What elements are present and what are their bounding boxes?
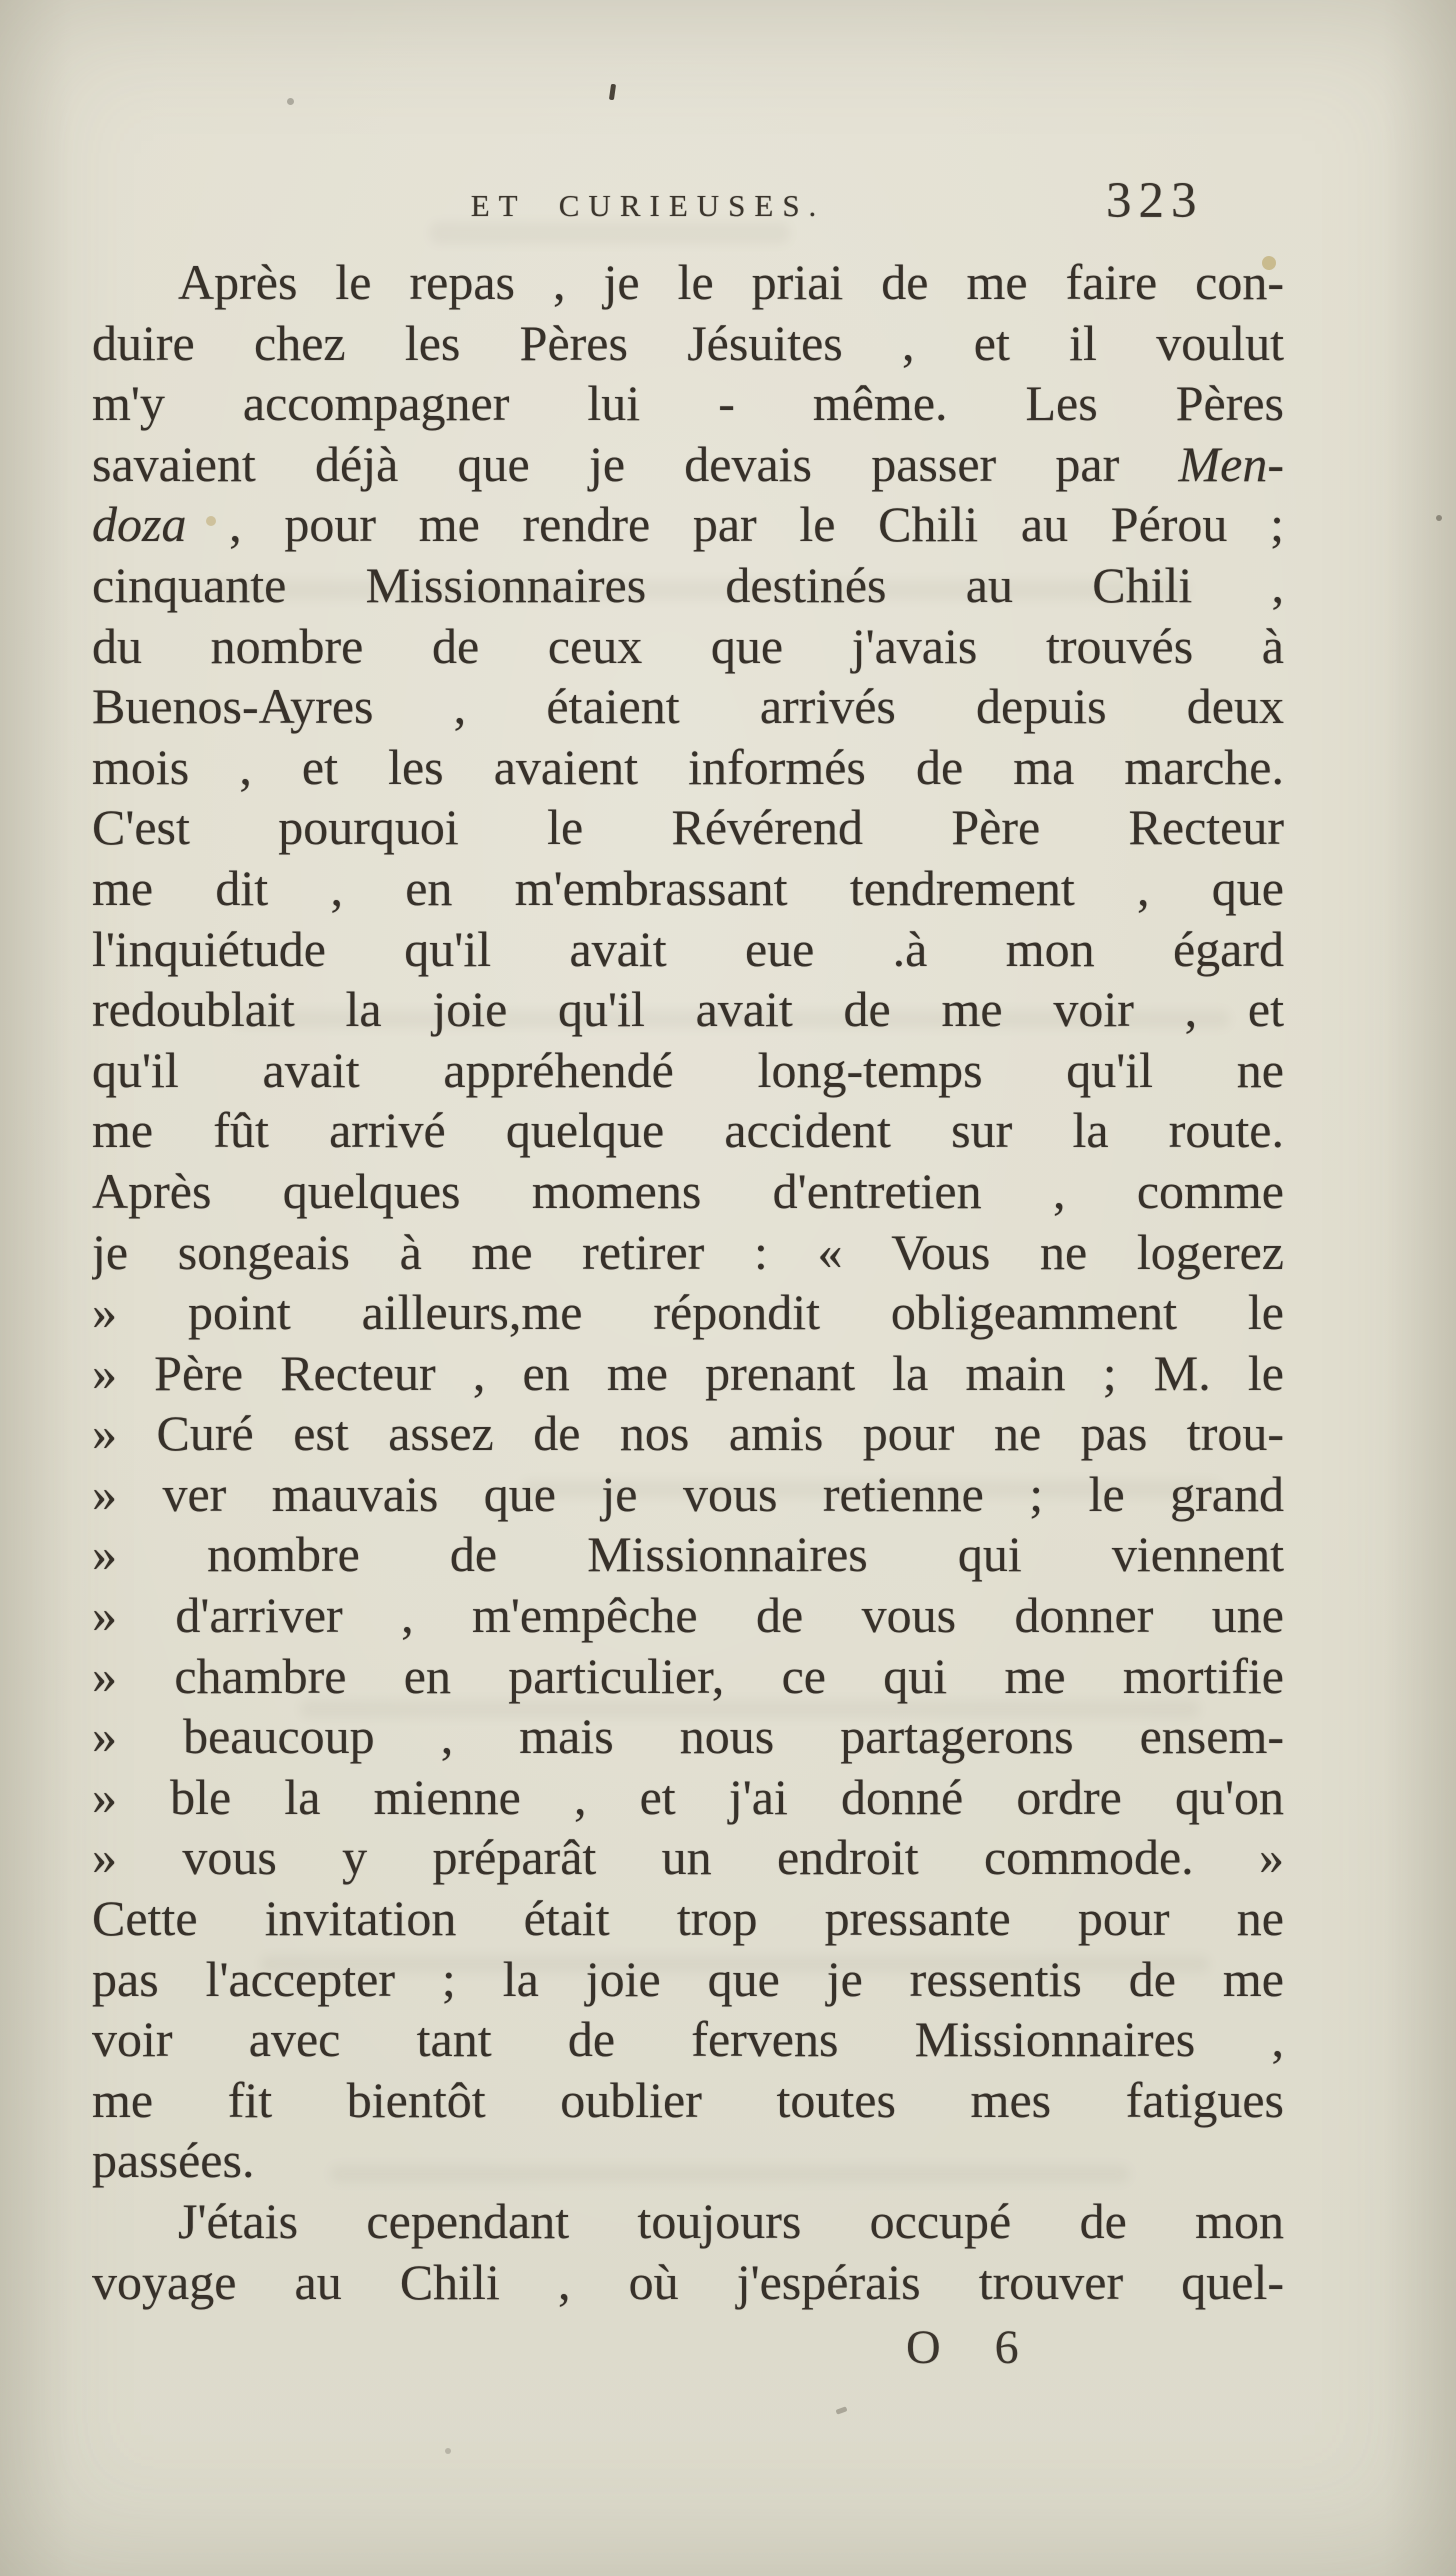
text-line: Après quelques momens d'entretien , comme — [92, 1162, 1284, 1219]
text-line: doza , pour me rendre par le Chili au Pérou ; — [92, 496, 1284, 553]
text-line: voir avec tant de fervens Missionnaires , — [92, 2011, 1284, 2068]
signature-mark: O 6 — [906, 2321, 1031, 2374]
ink-speck — [1436, 515, 1442, 521]
text-line: » ble la mienne , et j'ai donné ordre qu'on — [92, 1768, 1284, 1825]
page-number: 323 — [1106, 173, 1204, 229]
text-line: pas l'accepter ; la joie que je ressentis de me — [92, 1950, 1284, 2007]
text-line: » Curé est assez de nos amis pour ne pas trou- — [92, 1405, 1284, 1462]
running-header-title: ET CURIEUSES. — [470, 188, 826, 223]
text-line: cinquante Missionnaires destinés au Chili , — [92, 556, 1284, 613]
text-line: qu'il avait appréhendé long-temps qu'il ne — [92, 1041, 1284, 1098]
text-line: me dit , en m'embrassant tendrement , que — [92, 859, 1284, 916]
body-text — [92, 252, 1284, 2312]
text-line: » chambre en particulier, ce qui me mortifie — [92, 1647, 1284, 1704]
text-line: » Père Recteur , en me prenant la main ; M. le — [92, 1344, 1284, 1401]
text-line: je songeais à me retirer : « Vous ne logerez — [92, 1223, 1284, 1280]
ink-speck — [609, 84, 616, 101]
text-line: Cette invitation était trop pressante pour ne — [92, 1890, 1284, 1947]
text-line: Après le repas , je le priai de me faire con- — [178, 254, 1284, 310]
text-line: » d'arriver , m'empêche de vous donner une — [92, 1587, 1284, 1644]
text-line: voyage au Chili , où j'espérais trouver quel- — [92, 2253, 1284, 2310]
ink-speck — [835, 2406, 847, 2414]
text-line: redoublait la joie qu'il avait de me voir , et — [92, 981, 1284, 1038]
text-line: me fit bientôt oublier toutes mes fatigues — [92, 2071, 1284, 2128]
text-line: me fût arrivé quelque accident sur la route. — [92, 1102, 1284, 1159]
text-line: » ver mauvais que je vous retienne ; le grand — [92, 1465, 1284, 1522]
text-line: l'inquiétude qu'il avait eue .à mon égard — [92, 920, 1284, 977]
text-line: duire chez les Pères Jésuites , et il voulut — [92, 314, 1284, 371]
text-line: Buenos-Ayres , étaient arrivés depuis deux — [92, 678, 1284, 735]
text-line: C'est pourquoi le Révérend Père Recteur — [92, 799, 1284, 856]
text-line: m'y accompagner lui - même. Les Pères — [92, 375, 1284, 432]
text-line: » beaucoup , mais nous partagerons ensem- — [92, 1708, 1284, 1765]
text-line: savaient déjà que je devais passer par Men- — [92, 435, 1284, 492]
text-line: » nombre de Missionnaires qui viennent — [92, 1526, 1284, 1583]
ink-speck — [287, 98, 294, 105]
text-line: passées. — [92, 2132, 255, 2189]
ghost-smudge — [430, 222, 790, 244]
text-line: J'étais cependant toujours occupé de mon — [178, 2193, 1284, 2249]
text-line: mois , et les avaient informés de ma marche. — [92, 738, 1284, 795]
text-line: du nombre de ceux que j'avais trouvés à — [92, 617, 1284, 674]
text-line: » point ailleurs,me répondit obligeamment le — [92, 1284, 1284, 1341]
ink-speck — [445, 2448, 451, 2454]
text-line: » vous y préparât un endroit commode. » — [92, 1829, 1284, 1886]
